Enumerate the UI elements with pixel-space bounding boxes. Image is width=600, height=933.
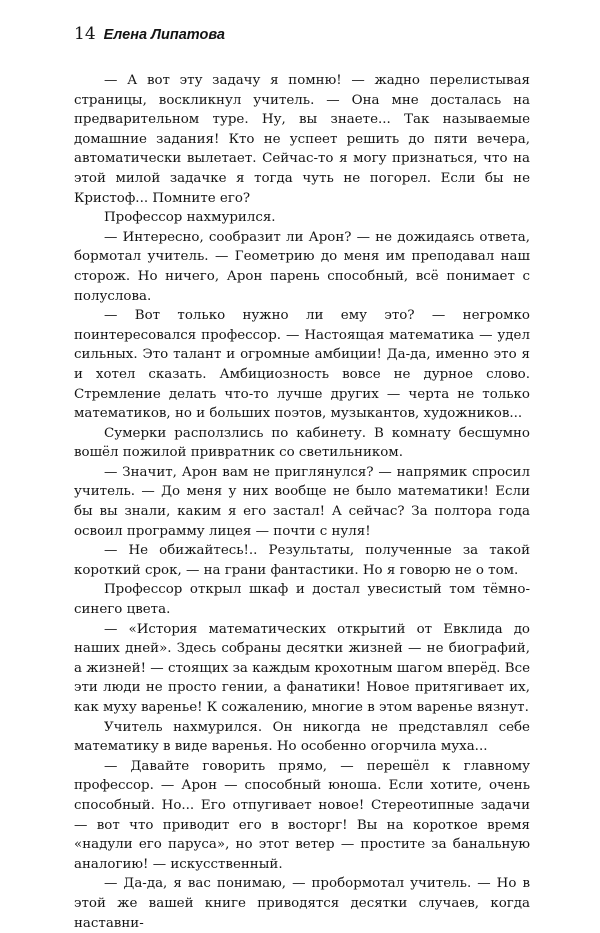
paragraph: Сумерки расползлись по кабинету. В комнату бесшумно вошёл пожилой привратник со светильником. — [74, 425, 530, 461]
text-body — [74, 71, 530, 933]
paragraph: Профессор нахмурился. — [104, 210, 276, 226]
paragraph: — Не обижайтесь!.. Результаты, полученные за такой короткий срок, — на грани фантастики. Но я говорю не о том. — [74, 543, 530, 578]
paragraph: — Вот только нужно ли ему это? — негромко поинтересовался профессор. — Настоящая математика — удел сильных. Это талант и огромные амбиции! Да-да, именно это я и хотел сказать. Амбициозность вовсе не дурное слово. Стремление делать что-то лучше других — черта не только математиков, но и больших поэтов, музыкантов, художников... — [74, 308, 530, 422]
paragraph: — А вот эту задачу я помню! — жадно перелистывая страницы, воскликнул учитель. — Она мне досталась на предварительном туре. Ну, вы знаете... Так называемые домашние задания! Кто не успеет решить до пяти вечера, автоматически вылетает. Сейчас-то я могу признаться, что на этой милой задачке я тогда чуть не погорел. Если бы не Кристоф... Помните его? — [74, 73, 530, 206]
paragraph: Профессор открыл шкаф и достал увесистый том тёмно-синего цвета. — [74, 582, 530, 618]
paragraph: — Давайте говорить прямо, — перешёл к главному профессор. — Арон — способный юноша. Если хотите, очень способный. Но... Его отпугивает новое! Стереотипные задачи — вот что приводит его в восторг! Вы на короткое время «надули его паруса», но этот ветер — простите за банальную аналогию! — искусственный. — [74, 758, 530, 872]
paragraph: Учитель нахмурился. Он никогда не представлял себе математику в виде варенья. Но особенно огорчила муха... — [74, 719, 530, 755]
page-number: 14 — [74, 24, 96, 44]
paragraph: — Да-да, я вас понимаю, — пробормотал учитель. — Но в этой же вашей книге приводятся десятки случаев, когда наставни- — [74, 876, 530, 931]
author-name: Елена Липатова — [103, 27, 225, 43]
page-header — [74, 24, 225, 48]
paragraph: — «История математических открытий от Евклида до наших дней». Здесь собраны десятки жизней — не биографий, а жизней! — стоящих за каждым крохотным шагом вперёд. Все эти люди не просто гении, а фанатики! Новое притягивает их, как муху варенье! К сожалению, многие в этом варенье вязнут. — [74, 621, 530, 715]
paragraph: — Значит, Арон вам не приглянулся? — напрямик спросил учитель. — До меня у них вообще не было математики! Если бы вы знали, каким я его застал! А сейчас? За полтора года освоил программу лицея — почти с нуля! — [74, 464, 530, 539]
paragraph: — Интересно, сообразит ли Арон? — не дожидаясь ответа, бормотал учитель. — Геометрию до меня им преподавал наш сторож. Но ничего, Арон парень способный, всё понимает с полуслова. — [74, 229, 530, 304]
